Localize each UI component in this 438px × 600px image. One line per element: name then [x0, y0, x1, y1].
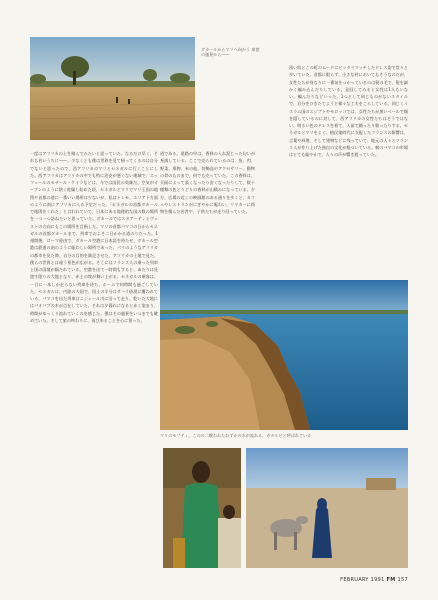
body-text-column-1: 一度はアフリカの土を踏んでみたいと思っていた。なるだけ早く、それも若いうちに――。少なくとも僕は世界を見て帰ってくるのは自分でないと思ったので、西アフリカのマリとセネガルに行くことにした。西アフリカはアフリカの中でも特に治安が悪くない地域で、エッフェールのセザール・ケイラなどは、今では国民の英雄だ。空気がオーブンのように熱く乾燥し始めた頃、セネガルとマリでマリ王国の地図や首都の道に一番いい場所は少ないが、私はトレモ、エリアト方面のように南にアフリカに入る予定だった。「セネガルの首都ダカールで地図をくれた」と言われていて、日本にある地理的な国の数の場所を一つ一つ訪ねたいと思っていた。ダカールではスタアーティとヴェストの方向にもこの場所を目指した。マリの首都バマコの日からセネガルの首都ダカールまで、列車でおよそ二日かかる道のりだった。1週間後、ローマ経由で、ダカール空港に日本語を持たせ、ダカール空港は鉄道の南のように賑わしい場所であった。パリのようなアフリカの都市を見た時、自分の目的を満足させた。アフリカの土地で見た、僕らの世界とは違う景色が広がる。そこにはフランス人の乗った列車と国の国境が隔たれている。空港を出て一時間もすると、あたりは見渡す限りの大地となり、赤土の埃が舞い上がる。セネガルの乗客は、一日に一本しか走らない列車を待ち、ホームで何時間も過ごしていた。セネガルは、内陸の大国で、国土の半分はサハラ砂漠に覆われている。バマコを出た列車はニジェール川に沿って走り、乾いた大地にはバオバブの木が点在していた。それは夕暮れになると赤く染まり、時間がゆっくり流れていくのを感じた。僕はその風景をいつまでも眺めていた。そして旅の終わりに、再び来ることを心に誓った。 — [30, 151, 158, 323]
top-photo-caption: ダカールからマリへ向かう 車窓の風景から―― — [201, 47, 260, 57]
savanna-photo — [30, 37, 195, 140]
page-footer: FEBRUARY 1991 FM 157 — [340, 577, 408, 583]
body-text-column-2: 道である。道路の中は、香料の入れ混じった匂いが充満している。ここで売られているのは、魚、肉、野菜、果物、米の他、装飾品やアクセサリー、動物の骨のものまで、何でも売っていた。この香料は、天候によって高くなったり安くなったりして、数十種類の色とりどりの香料が山積みになっている。夕方、広場の近くの映画館のある通りを歩くと、カフェやレストランがにぎやかに賑わい、リヤカーに荷物を積んだ若者や、子供たちが走り回っていた。 — [160, 151, 255, 214]
footer-issue-date: FEBRUARY 1991 — [340, 577, 385, 583]
body-text-column-3: 黒い肌とこの町のムードにピッタリマッチしたドレス姿で堂々と歩いていた。首都に限らず、小さな村においてもそうなのだが、女性たちが身なりに一番気をつかっているのは髪の毛で、髪を細かく編み込んだりしている。見回してみると女性は1人もいない。編んだりなどいった。1つとして同じものがないスタイルで、自分をひきたてようと様々な工夫をこらしている。同じくイスラム国のエジプトやモロッコでは、女性たちが黒いベールで顔を隠しているのに対して、西アフリカの女性たちはそうではない。明るい色のドレスを着て、人前で踊ったり歌ったりする。セネガルとマリをよく、植民地時代に支配したフランスの影響は、言葉や料理、そして建物などに残っていて、地元の人々とフランス人が作り上げた独自の文化が根づいている。朝のバマコの市場はとても賑やかで、人々の声が響き渡っていた。 — [289, 65, 408, 157]
desert-donkey-photo — [246, 448, 408, 568]
river-cliff-photo — [160, 280, 408, 430]
middle-photo-caption: マリのモプティ。このの二艘われたわずかの水が流れる、ガタルビと呼ばれている — [160, 433, 312, 438]
woman-portrait-photo — [163, 448, 241, 568]
page-number: 157 — [397, 577, 408, 583]
